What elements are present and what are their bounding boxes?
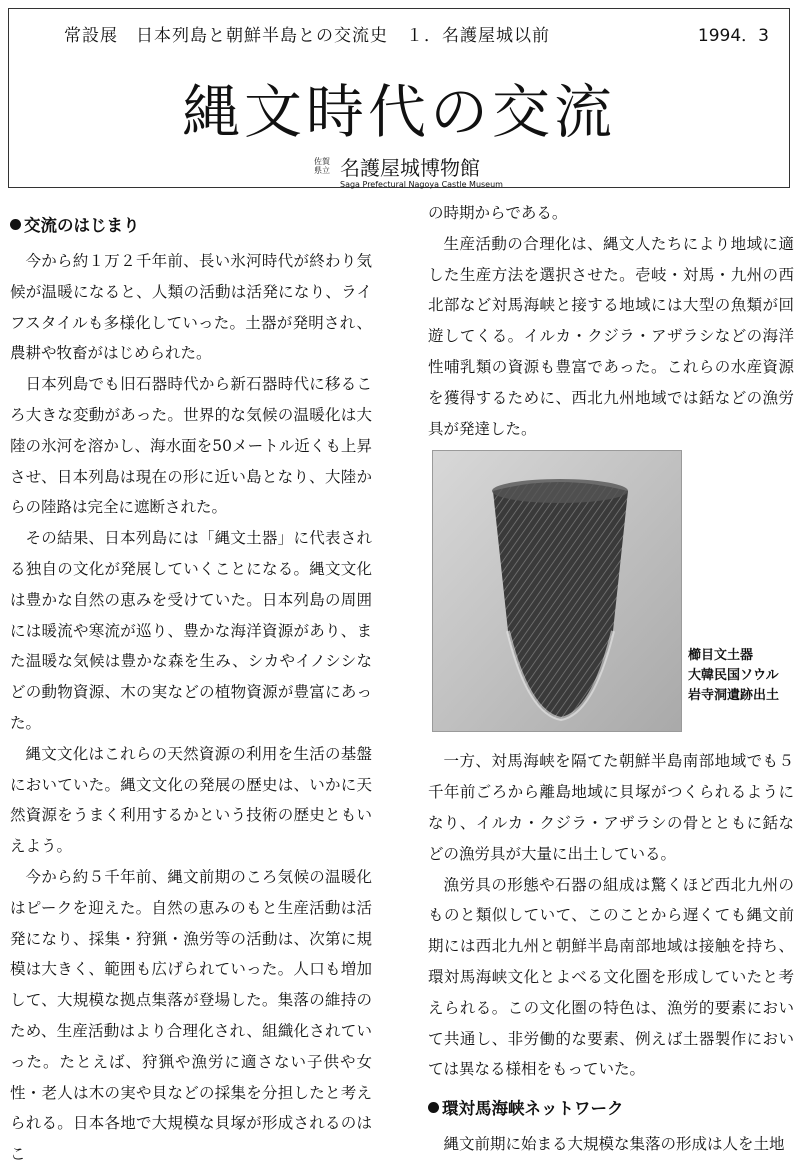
- museum-name: 名護屋城博物館: [340, 156, 480, 180]
- photo-caption: [688, 646, 779, 706]
- comb-pattern-pottery-image: [433, 451, 682, 732]
- pottery-photo: [432, 450, 682, 732]
- caption-line: 櫛目文土器: [688, 648, 754, 664]
- bullet-icon: [10, 219, 21, 230]
- paragraph: 今から約１万２千年前、長い氷河時代が終わり気候が温暖になると、人類の活動は活発になり、ライフスタイルも多様化していった。土器が発明され、農耕や牧畜がはじめられた。: [10, 252, 372, 363]
- paragraph: 一方、対馬海峡を隔てた朝鮮半島南部地域でも５千年前ごろから離島地域に貝塚がつくられるようになり、イルカ・クジラ・アザラシの骨とともに銛などの漁労具が大量に出土している。: [428, 752, 794, 863]
- right-column: [428, 198, 794, 1160]
- paragraph: その結果、日本列島には「縄文土器」に代表される独自の文化が発展していくことになる。縄文文化は豊かな自然の恵みを受けていた。日本列島の周囲には暖流や寒流が巡り、豊かな海洋資源があり、また温暖な気候は豊かな森を生み、シカやイノシシなどの動物資源、木の実などの植物資源が豊富にあった。: [10, 529, 372, 732]
- issue-date: 1994．3: [697, 26, 769, 46]
- section-heading: [428, 1093, 794, 1125]
- paragraph: 日本列島でも旧石器時代から新石器時代に移るころ大きな変動があった。世界的な気候の温暖化は大陸の氷河を溶かし、海水面を50メートル近くも上昇させ、日本列島は現在の形に近い島となり、大陸からの陸路は完全に遮断された。: [10, 375, 372, 517]
- figure: [428, 450, 794, 742]
- bullet-icon: [428, 1102, 439, 1113]
- paragraph: 今から約５千年前、縄文前期のころ気候の温暖化はピークを迎えた。自然の恵みのもと生産活動は活発になり、採集・狩猟・漁労等の活動は、次第に規模は大きく、範囲も広げられていった。人口も増加して、大規模な拠点集落が登場した。集落の維持のため、生産活動はより合理化され、組織化されていった。たとえば、狩猟や漁労に適さない子供や女性・老人は木の実や貝などの採集を分担したと考えられる。日本各地で大規模な貝塚が形成されるのはこ: [10, 867, 372, 1164]
- caption-line: 岩寺洞遺跡出土: [688, 688, 780, 704]
- section-heading: [10, 210, 372, 242]
- section-heading-text: 環対馬海峡ネットワーク: [442, 1099, 624, 1119]
- caption-line: 大韓民国ソウル: [688, 668, 779, 684]
- paragraph: 縄文文化はこれらの天然資源の利用を生活の基盤においていた。縄文文化の発展の歴史は、いかに天然資源をうまく利用するかという技術の歴史ともいえよう。: [10, 744, 372, 856]
- section-heading-text: 交流のはじまり: [24, 216, 140, 235]
- museum-credit: [314, 157, 503, 189]
- paragraph: 生産活動の合理化は、縄文人たちにより地域に適した生産方法を選択させた。壱岐・対馬・九州の西北部など対馬海峡と接する地域には大型の魚類が回遊してくる。イルカ・クジラ・アザラシなどの海洋性哺乳類の資源も豊富であった。これらの水産資源を獲得するために、西北九州地域では銛などの漁労具が発達した。: [428, 234, 794, 438]
- museum-name-english: Saga Prefectural Nagoya Castle Museum: [340, 180, 503, 189]
- paragraph: 漁労具の形態や石器の組成は驚くほど西北九州のものと類似していて、このことから遅くても縄文前期には西北九州と朝鮮半島南部地域は接触を持ち、環対馬海峡文化とよべる文化圏を形成していたと考えられる。この文化圏の特色は、漁労的要素において共通し、非労働的な要素、例えば土器製作においては異なる様相をもっていた。: [428, 875, 794, 1079]
- paragraph: 縄文前期に始まる大規模な集落の形成は人を土地: [443, 1135, 785, 1154]
- museum-prefix: 佐賀県立: [314, 157, 330, 175]
- paragraph-continuation: の時期からである。: [428, 204, 568, 222]
- header-box: [8, 8, 790, 188]
- exhibit-line: 常設展 日本列島と朝鮮半島との交流史 １．名護屋城以前: [64, 26, 550, 46]
- left-column: [10, 210, 372, 1170]
- page-title: 縄文時代の交流: [181, 78, 616, 146]
